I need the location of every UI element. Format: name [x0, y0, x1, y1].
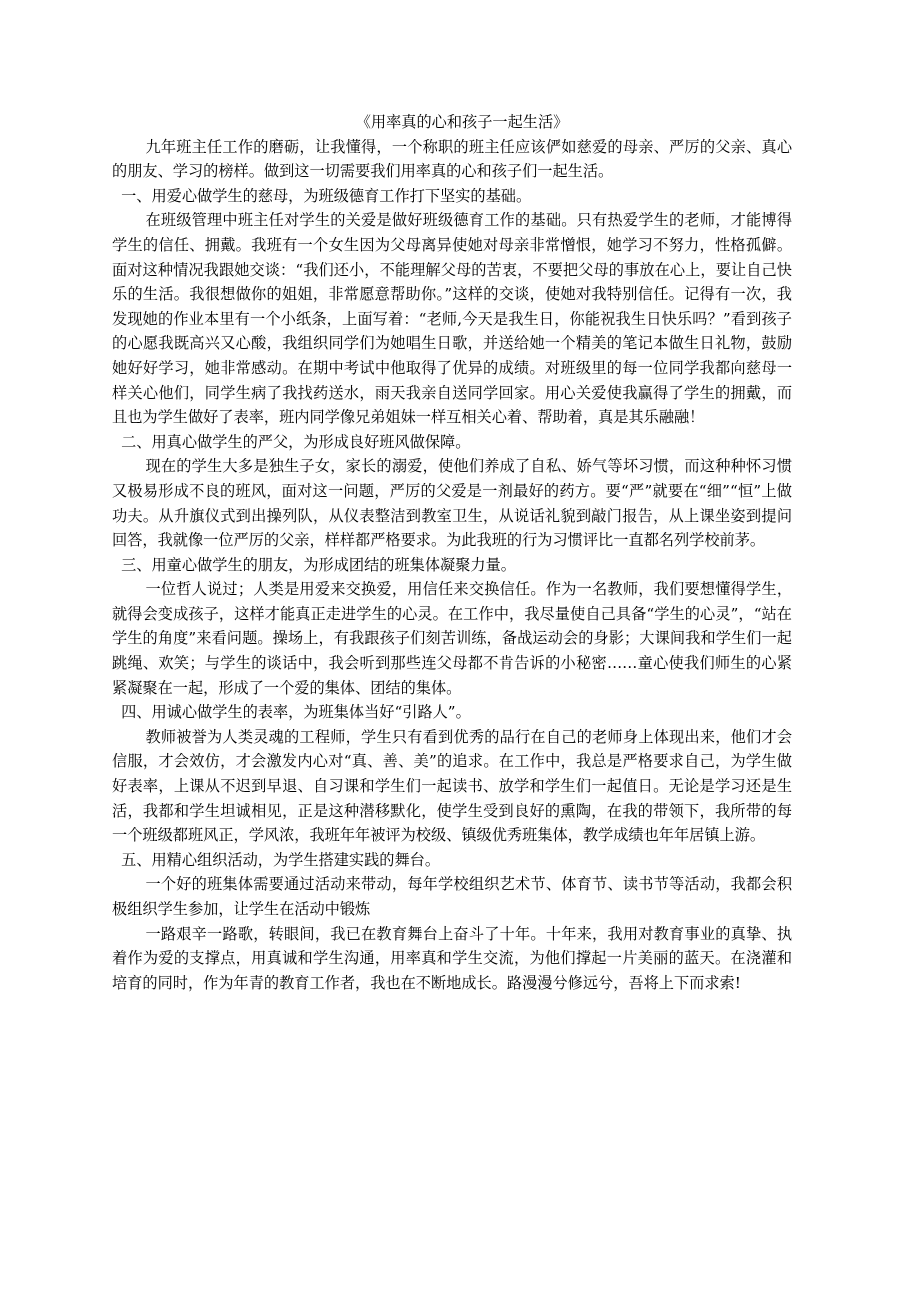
section-heading-4: 四、用诚心做学生的表率，为班集体当好“引路人”。: [121, 703, 471, 722]
section-2-paragraph: 现在的学生大多是独生子女，家长的溺爱，使他们养成了自私、娇气等坏习惯，而这种种怀习惯又极易形成不良的班风，面对这一问题，严厉的父爱是一剂最好的药方。要“严”就要在“细”“恒”上做功夫。从升旗仪式到出操列队，从仪表整洁到教室卫生，从说话礼貌到敲门报告，从上课坐姿到提问回答，我就像一位严厉的父亲，样样都严格要求。为此我班的行为习惯评比一直都名列学校前茅。: [112, 457, 792, 550]
section-heading-3: 三、用童心做学生的朋友，为形成团结的班集体凝聚力量。: [121, 555, 516, 574]
closing-paragraph: 一路艰辛一路歌，转眼间，我已在教育舞台上奋斗了十年。十年来，我用对教育事业的真挚、执着作为爱的支撑点，用真诚和学生沟通，用率真和学生交流，为他们撑起一片美丽的蓝天。在浇灌和培育的同时，作为年青的教育工作者，我也在不断地成长。路漫漫兮修远兮，吾将上下而求索!: [112, 924, 792, 992]
document-page: [112, 110, 792, 995]
section-3-paragraph: 一位哲人说过；人类是用爱来交换爱，用信任来交换信任。作为一名教师，我们要想懂得学生，就得会变成孩子，这样才能真正走进学生的心灵。在工作中，我尽量使自己具备“学生的心灵”，“站在学生的角度”来看问题。操场上，有我跟孩子们刻苦训练，备战运动会的身影；大课间我和学生们一起跳绳、欢笑；与学生的谈话中，我会听到那些连父母都不肯告诉的小秘密……童心使我们师生的心紧紧凝聚在一起，形成了一个爱的集体、团结的集体。: [112, 580, 792, 697]
section-heading-2: 二、用真心做学生的严父，为形成良好班风做保障。: [121, 432, 471, 451]
document-title: 《用率真的心和孩子一起生活》: [355, 113, 569, 131]
section-1-paragraph: 在班级管理中班主任对学生的关爱是做好班级德育工作的基础。只有热爱学生的老师，才能博得学生的信任、拥戴。我班有一个女生因为父母离异使她对母亲非常憎恨，她学习不努力，性格孤僻。面对这种情况我跟她交谈：“我们还小，不能理解父母的苦衷，不要把父母的事放在心上，要让自己快乐的生活。我很想做你的姐姐，非常愿意帮助你。”这样的交谈，使她对我特别信任。记得有一次，我发现她的作业本里有一个小纸条，上面写着：“老师,今天是我生日，你能祝我生日快乐吗？”看到孩子的心愿我既高兴又心酸，我组织同学们为她唱生日歌，并送给她一个精美的笔记本做生日礼物，鼓励她好好学习，她非常感动。在期中考试中他取得了优异的成绩。对班级里的每一位同学我都向慈母一样关心他们，同学生病了我找药送水，雨天我亲自送同学回家。用心关爱使我赢得了学生的拥戴，而且也为学生做好了表率，班内同学像兄弟姐妹一样互相关心着、帮助着，真是其乐融融！: [112, 211, 792, 427]
section-5-paragraph: 一个好的班集体需要通过活动来带动，每年学校组织艺术节、体育节、读书节等活动，我都会积极组织学生参加，让学生在活动中锻炼: [112, 875, 792, 918]
intro-paragraph: 九年班主任工作的磨砺，让我懂得，一个称职的班主任应该俨如慈爱的母亲、严厉的父亲、真心的朋友、学习的榜样。做到这一切需要我们用率真的心和孩子们一起生活。: [112, 137, 792, 181]
section-4-paragraph: 教师被誉为人类灵魂的工程师，学生只有看到优秀的品行在自己的老师身上体现出来，他们才会信服，才会效仿，才会激发内心对“真、善、美”的追求。在工作中，我总是严格要求自己，为学生做好表率，上课从不迟到早退、自习课和学生们一起读书、放学和学生们一起值日。无论是学习还是生活，我都和学生坦诚相见，正是这种潜移默化，使学生受到良好的熏陶，在我的带领下，我所带的每一个班级都班风正，学风浓，我班年年被评为校级、镇级优秀班集体，教学成绩也年年居镇上游。: [112, 727, 792, 845]
section-heading-1: 一、用爱心做学生的慈母，为班级德育工作打下坚实的基础。: [121, 186, 532, 205]
section-heading-5: 五、用精心组织活动，为学生搭建实践的舞台。: [121, 850, 441, 869]
